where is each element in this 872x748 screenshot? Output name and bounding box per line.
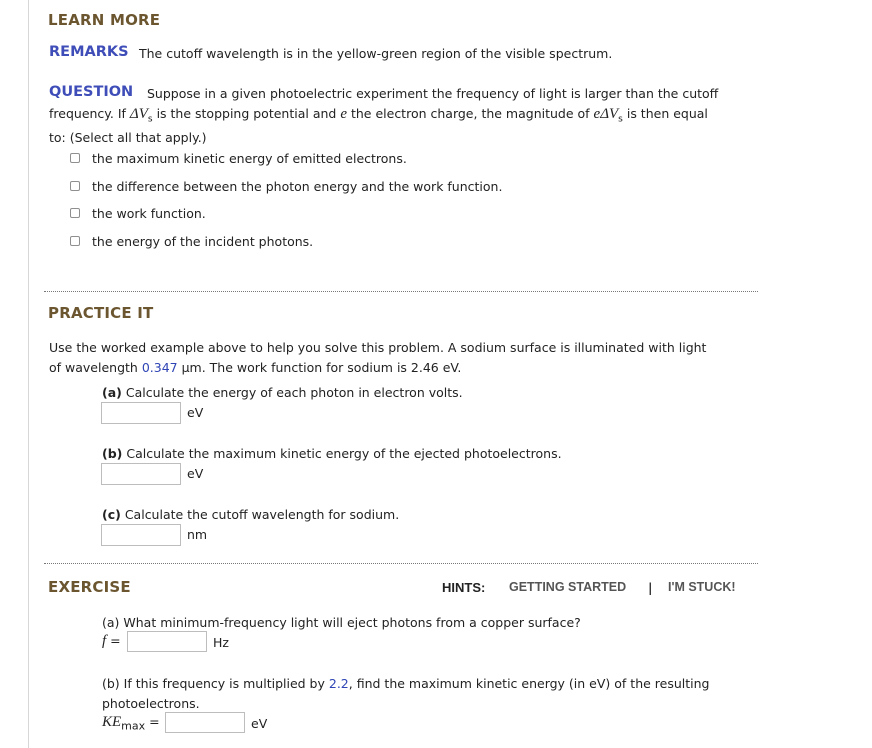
wavelength-value: 0.347 <box>141 360 178 375</box>
hints-label: HINTS: <box>442 580 486 595</box>
hint-separator: | <box>648 580 653 595</box>
multiplier-value: 2.2 <box>328 676 349 691</box>
hint-getting-started-link[interactable]: GETTING STARTED <box>509 580 627 594</box>
part-a-unit: eV <box>187 405 204 420</box>
part-b-unit: eV <box>187 466 204 481</box>
option-checkbox-2[interactable] <box>70 181 80 191</box>
left-border <box>28 0 29 748</box>
exercise-part-a-unit: Hz <box>213 635 229 650</box>
remarks-label: REMARKS <box>49 44 129 60</box>
exercise-part-b-line-1 <box>102 676 709 691</box>
option-checkbox-4[interactable] <box>70 236 80 246</box>
part-c-text: Calculate the cutoff wavelength for sodium. <box>124 507 400 522</box>
hint-im-stuck-link[interactable]: I'M STUCK! <box>668 580 736 594</box>
exercise-heading: EXERCISE <box>48 578 131 596</box>
part-c-answer-input[interactable] <box>101 524 181 546</box>
question-line-1: Suppose in a given photoelectric experiment the frequency of light is larger than the cutoff <box>147 86 719 101</box>
exercise-part-b-input[interactable] <box>165 712 245 733</box>
option-label-2: the difference between the photon energy and the work function. <box>92 179 503 194</box>
delta-v-symbol: ΔV <box>129 106 148 122</box>
section-divider <box>44 563 758 564</box>
practice-intro-line-2 <box>49 360 461 375</box>
exercise-part-a-input[interactable] <box>127 631 207 652</box>
question-line-2 <box>49 106 708 125</box>
part-b-prompt <box>102 446 562 461</box>
intro-text: of wavelength <box>49 360 142 375</box>
question-text: is then equal <box>622 106 708 121</box>
f-symbol: f <box>102 633 107 649</box>
part-b-answer-input[interactable] <box>101 463 181 485</box>
intro-text: µm. The work function for sodium is 2.46 eV. <box>177 360 462 375</box>
part-a-answer-input[interactable] <box>101 402 181 424</box>
question-text: frequency. If <box>49 106 130 121</box>
part-b-label: (b) <box>102 446 123 461</box>
exercise-part-b-equation <box>102 714 160 733</box>
part-b-text: , find the maximum kinetic energy (in eV) of the resulting <box>348 676 710 691</box>
section-divider <box>44 291 758 292</box>
ke-symbol: KE <box>102 714 122 730</box>
part-c-label: (c) <box>102 507 121 522</box>
question-label: QUESTION <box>49 84 134 100</box>
option-checkbox-3[interactable] <box>70 208 80 218</box>
e-delta-v-symbol: eΔV <box>593 106 619 122</box>
option-label-3: the work function. <box>92 206 206 221</box>
question-text: the electron charge, the magnitude of <box>347 106 594 121</box>
e-symbol: e <box>340 106 347 122</box>
equals-sign: = <box>145 714 160 729</box>
part-a-text: Calculate the energy of each photon in electron volts. <box>125 385 463 400</box>
exercise-part-a-equation <box>102 633 121 650</box>
learn-more-heading: LEARN MORE <box>48 11 161 29</box>
option-checkbox-1[interactable] <box>70 153 80 163</box>
exercise-part-b-unit: eV <box>251 716 268 731</box>
part-a-prompt <box>102 385 463 400</box>
part-b-text: (b) If this frequency is multiplied by <box>102 676 329 691</box>
practice-it-heading: PRACTICE IT <box>48 304 154 322</box>
remarks-text: The cutoff wavelength is in the yellow-green region of the visible spectrum. <box>139 46 613 61</box>
question-text: is the stopping potential and <box>152 106 341 121</box>
option-label-4: the energy of the incident photons. <box>92 234 314 249</box>
equals-sign: = <box>106 633 121 648</box>
subscript: s <box>618 114 623 125</box>
part-a-label: (a) <box>102 385 122 400</box>
option-label-1: the maximum kinetic energy of emitted electrons. <box>92 151 407 166</box>
part-c-prompt <box>102 507 399 522</box>
practice-intro-line-1: Use the worked example above to help you solve this problem. A sodium surface is illuminated with light <box>49 340 707 355</box>
exercise-part-b-line-2: photoelectrons. <box>102 696 200 711</box>
part-c-unit: nm <box>187 527 208 542</box>
exercise-part-a-text: (a) What minimum-frequency light will eject photons from a copper surface? <box>102 615 581 630</box>
question-line-3: to: (Select all that apply.) <box>49 130 207 145</box>
part-b-text: Calculate the maximum kinetic energy of the ejected photoelectrons. <box>126 446 562 461</box>
subscript: s <box>147 114 153 125</box>
ke-subscript: max <box>121 719 146 733</box>
